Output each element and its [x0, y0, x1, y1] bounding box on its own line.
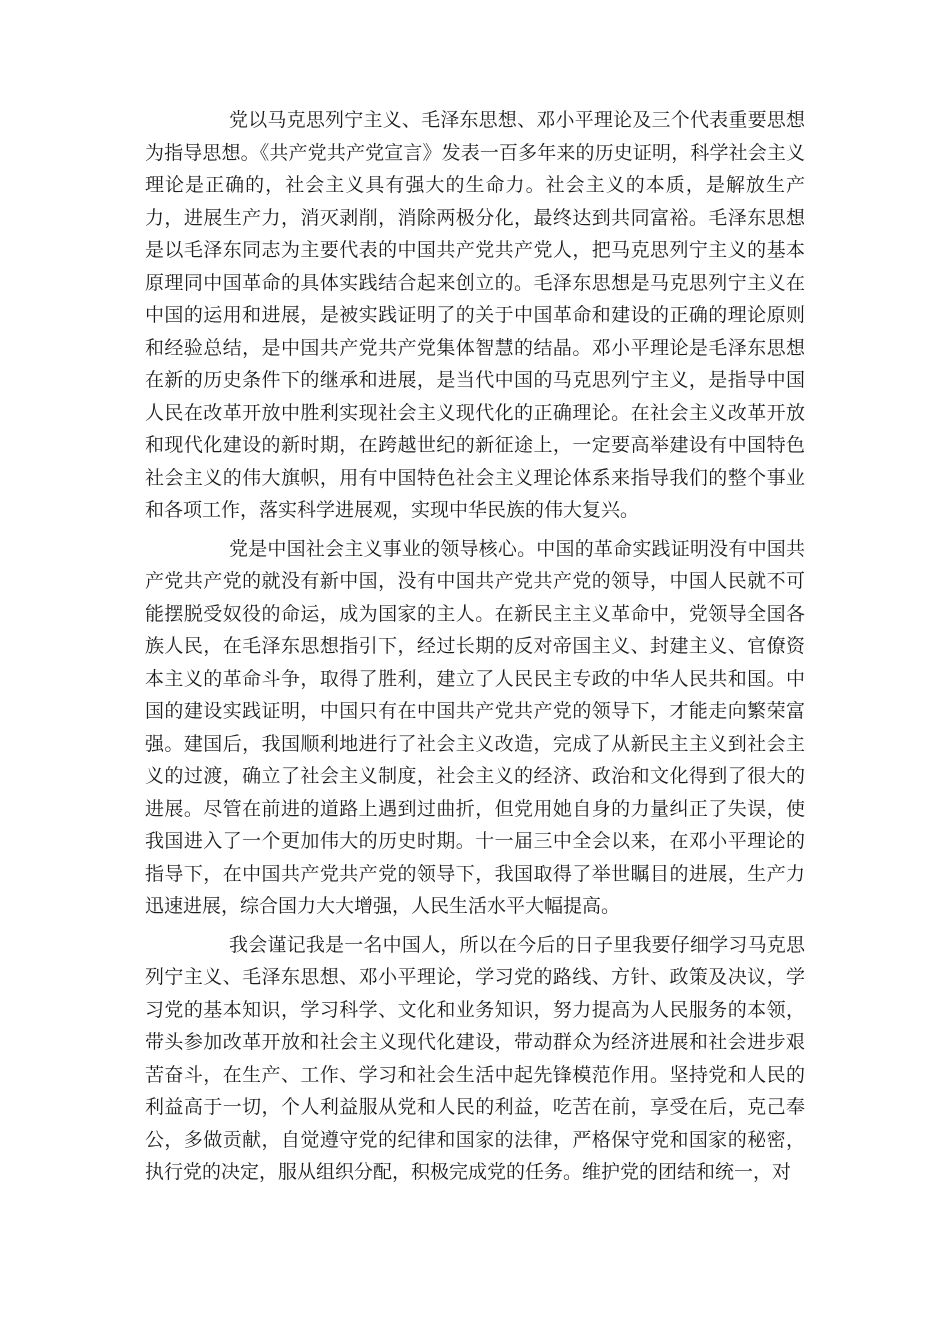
paragraph-party-leadership: 党是中国社会主义事业的领导核心。中国的革命实践证明没有中国共产党共产党的就没有新中国，没有中国共产党共产党的领导，中国人民就不可能摆脱受奴役的命运，成为国家的主人。在新民主主义革命中，党领导全国各族人民，在毛泽东思想指引下，经过长期的反对帝国主义、封建主义、官僚资本主义的革命斗争，取得了胜利，建立了人民民主专政的中华人民共和国。中国的建设实践证明，中国只有在中国共产党共产党的领导下，才能走向繁荣富强。建国后，我国顺利地进行了社会主义改造，完成了从新民主主义到社会主义的过渡，确立了社会主义制度，社会主义的经济、政治和文化得到了很大的进展。尽管在前进的道路上遇到过曲折，但党用她自身的力量纠正了失误，使我国进入了一个更加伟大的历史时期。十一届三中全会以来，在邓小平理论的指导下，在中国共产党共产党的领导下，我国取得了举世瞩目的进展，生产力迅速进展，综合国力大大增强，人民生活水平大幅提高。: [145, 537, 805, 917]
paragraph-personal-commitment: 我会谨记我是一名中国人，所以在今后的日子里我要仔细学习马克思列宁主义、毛泽东思想、邓小平理论，学习党的路线、方针、政策及决议，学习党的基本知识，学习科学、文化和业务知识，努力提高为人民服务的本领，带头参加改革开放和社会主义现代化建设，带动群众为经济进展和社会进步艰苦奋斗，在生产、工作、学习和社会生活中起先锋模范作用。坚持党和人民的利益高于一切，个人利益服从党和人民的利益，吃苦在前，享受在后，克己奉公，多做贡献，自觉遵守党的纪律和国家的法律，严格保守党和国家的秘密，执行党的决定，服从组织分配，积极完成党的任务。维护党的团结和统一，对: [145, 933, 805, 1183]
document-body: [145, 104, 805, 1195]
paragraph-guiding-ideology: 党以马克思列宁主义、毛泽东思想、邓小平理论及三个代表重要思想为指导思想。《共产党共产党宣言》发表一百多年来的历史证明，科学社会主义理论是正确的，社会主义具有强大的生命力。社会主义的本质，是解放生产力，进展生产力，消灭剥削，消除两极分化，最终达到共同富裕。毛泽东思想是以毛泽东同志为主要代表的中国共产党共产党人，把马克思列宁主义的基本原理同中国革命的具体实践结合起来创立的。毛泽东思想是马克思列宁主义在中国的运用和进展，是被实践证明了的关于中国革命和建设的正确的理论原则和经验总结，是中国共产党共产党集体智慧的结晶。邓小平理论是毛泽东思想在新的历史条件下的继承和进展，是当代中国的马克思列宁主义，是指导中国人民在改革开放中胜利实现社会主义现代化的正确理论。在社会主义改革开放和现代化建设的新时期，在跨越世纪的新征途上，一定要高举建设有中国特色社会主义的伟大旗帜，用有中国特色社会主义理论体系来指导我们的整个事业和各项工作，落实科学进展观，实现中华民族的伟大复兴。: [145, 109, 805, 521]
